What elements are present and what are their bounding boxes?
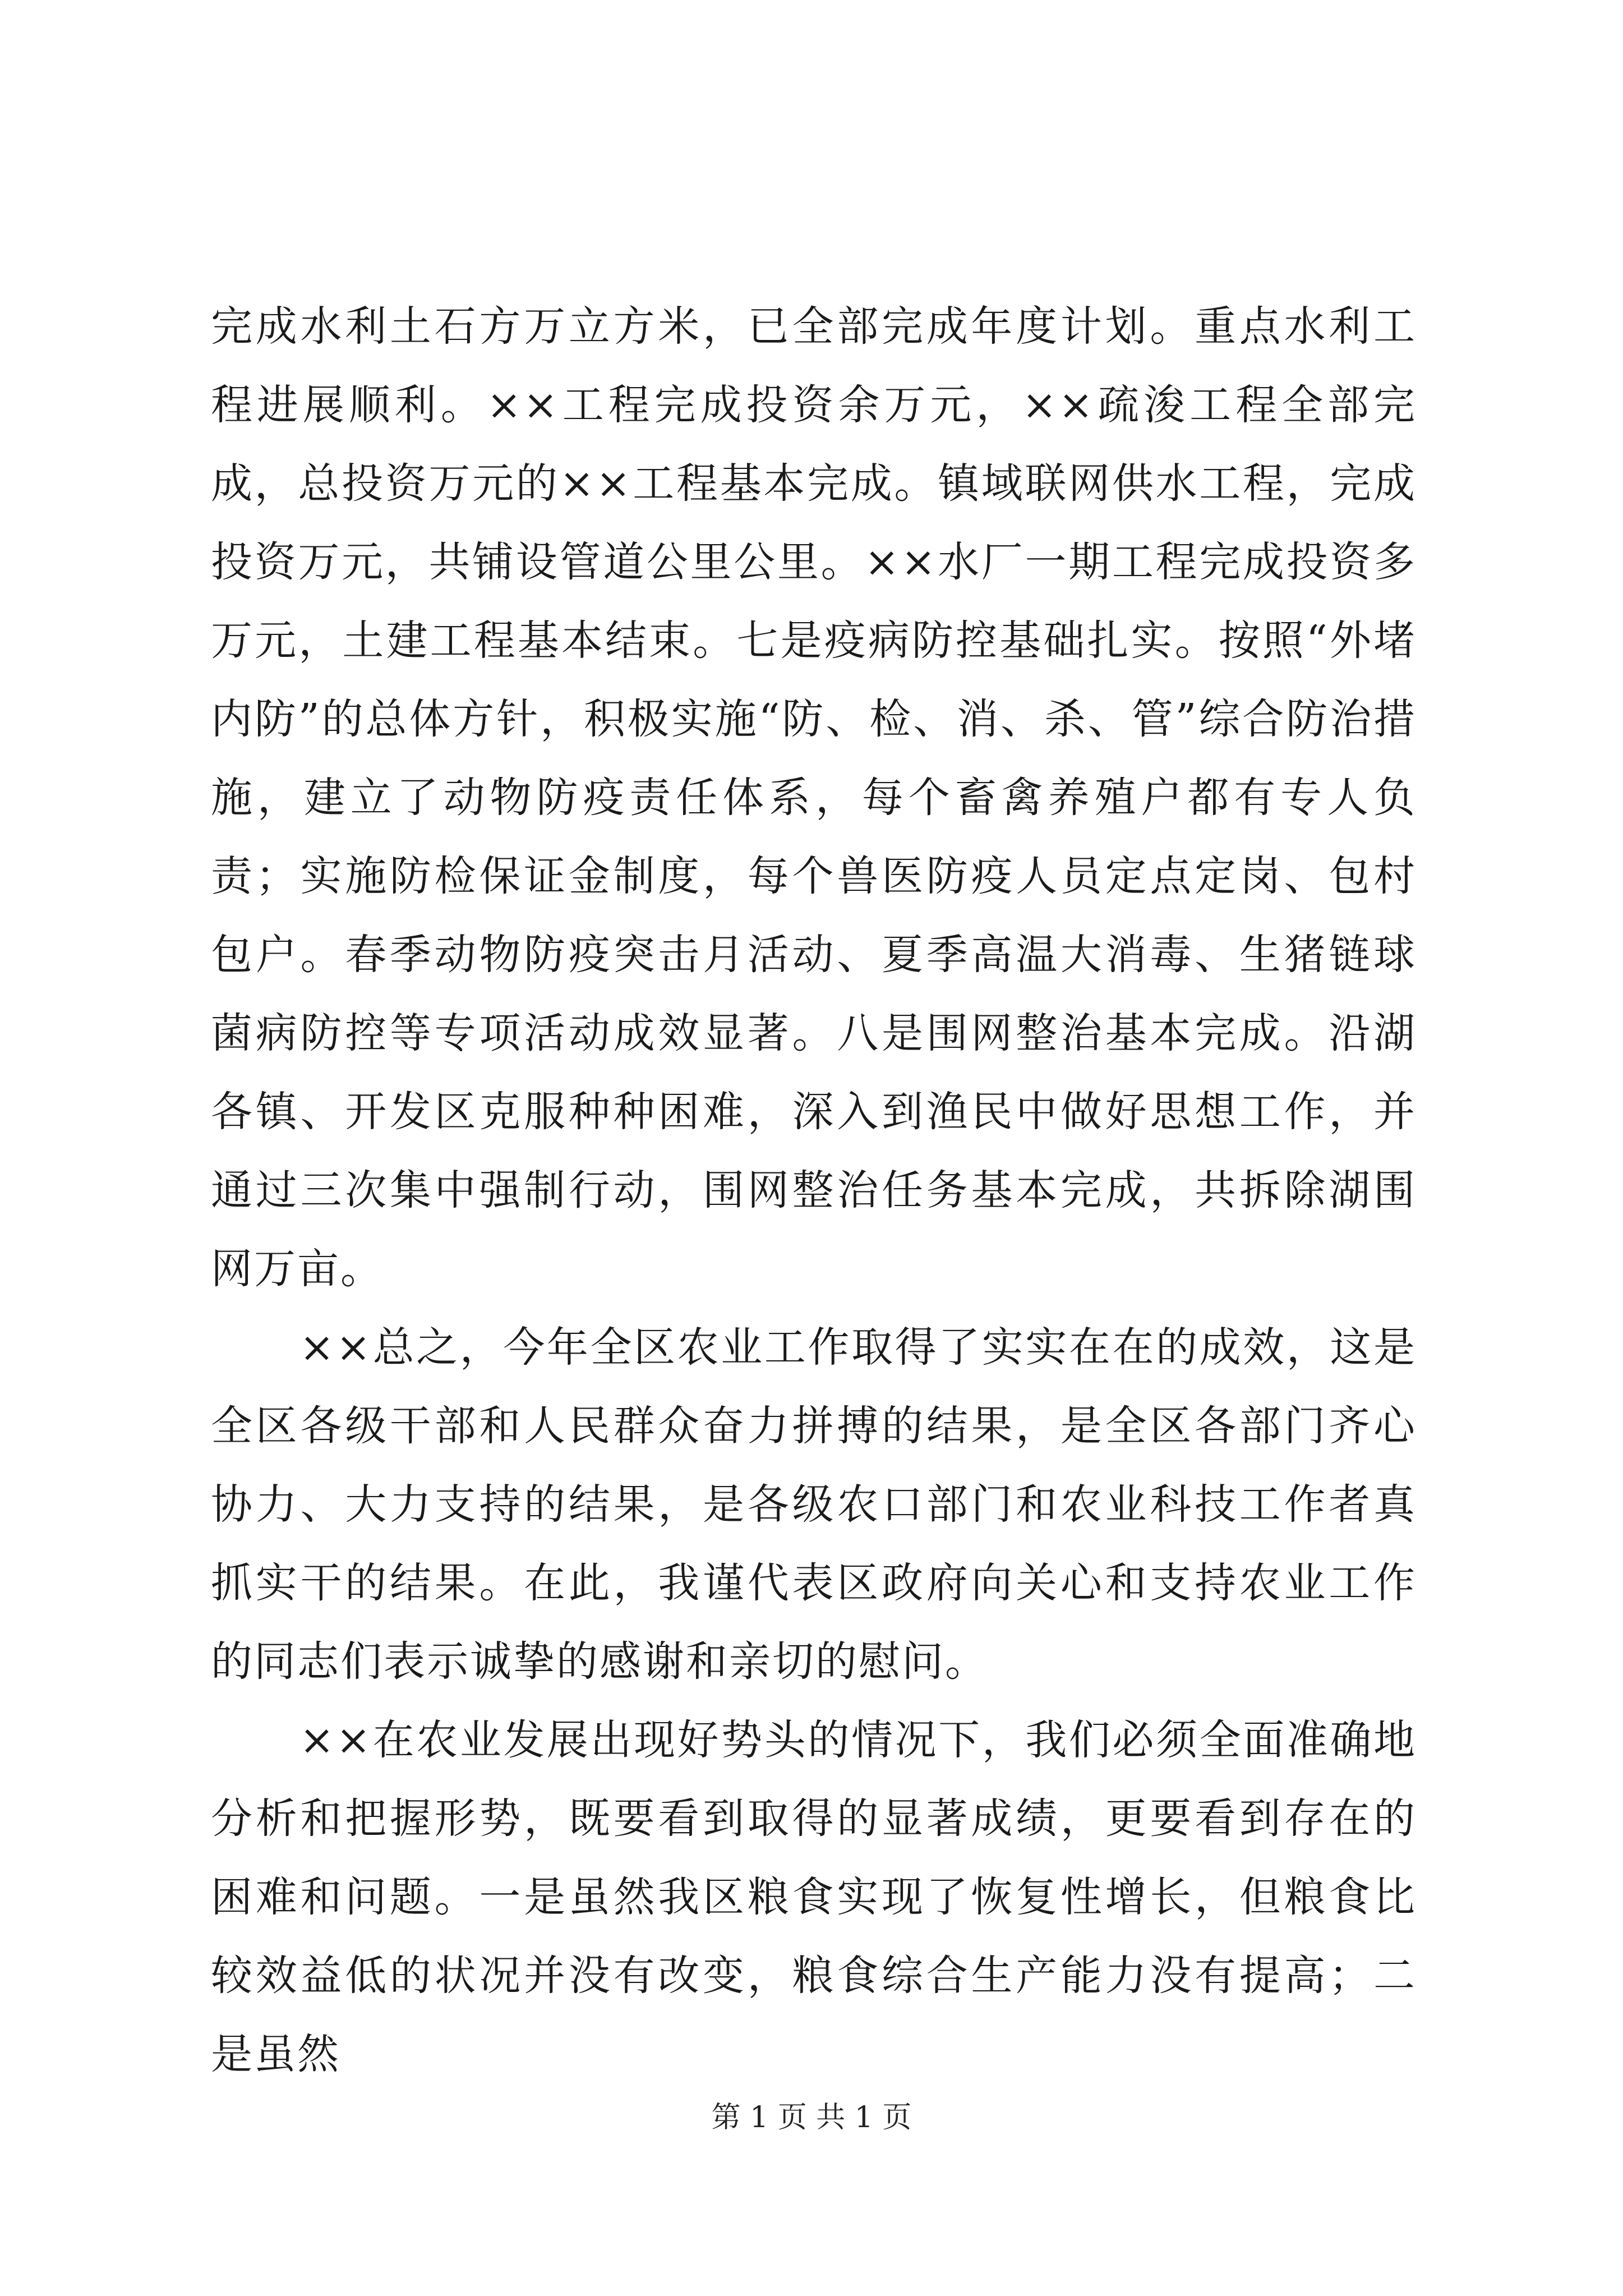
page-footer: 第 1 页 共 1 页 [711,2101,912,2134]
paragraph-3: ××在农业发展出现好势头的情况下，我们必须全面准确地分析和把握形势，既要看到取得的显著成绩，更要看到存在的困难和问题。一是虽然我区粮食实现了恢复性增长，但粮食比较效益低的状况并没有改变，粮食综合生产能力没有提高；二是虽然 [211,1716,1417,2078]
paragraph-1: 完成水利土石方万立方米，已全部完成年度计划。重点水利工程进展顺利。××工程完成投资余万元，××疏浚工程全部完成，总投资万元的××工程基本完成。镇域联网供水工程，完成投资万元，共铺设管道公里公里。××水厂一期工程完成投资多万元，土建工程基本结束。七是疫病防控基础扎实。按照“外堵内防”的总体方针，积极实施“防、检、消、杀、管”综合防治措施，建立了动物防疫责任体系，每个畜禽养殖户都有专人负责；实施防检保证金制度，每个兽医防疫人员定点定岗、包村包户。春季动物防疫突击月活动、夏季高温大消毒、生猪链球菌病防控等专项活动成效显著。八是围网整治基本完成。沿湖各镇、开发区克服种种困难，深入到渔民中做好思想工作，并通过三次集中强制行动，围网整治任务基本完成，共拆除湖围网万亩。 [211,302,1417,1293]
document-body [211,287,1417,2093]
paragraph-2: ××总之，今年全区农业工作取得了实实在在的成效，这是全区各级干部和人民群众奋力拼搏的结果，是全区各部门齐心协力、大力支持的结果，是各级农口部门和农业科技工作者真抓实干的结果。在此，我谨代表区政府向关心和支持农业工作的同志们表示诚挚的感谢和亲切的慰问。 [211,1323,1417,1686]
